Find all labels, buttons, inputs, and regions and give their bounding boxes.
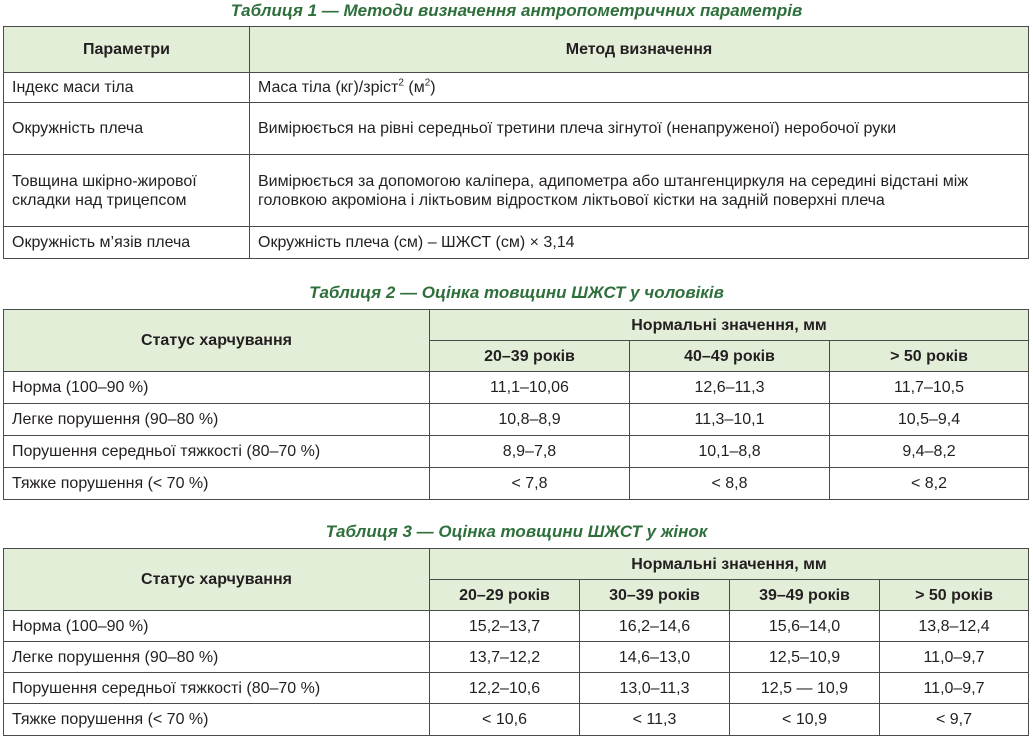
table1-header-method: Метод визначення: [250, 27, 1029, 73]
table2-age-header: 20–39 років: [430, 341, 630, 372]
method-text: ): [430, 79, 436, 96]
table3-age-header: 20–29 років: [430, 580, 580, 611]
value-cell: 12,5–10,9: [730, 642, 880, 673]
table2-status-header: Статус харчування: [4, 310, 430, 372]
table3: [3, 548, 1029, 736]
value-cell: 15,6–14,0: [730, 611, 880, 642]
table-row: [4, 611, 1029, 642]
table3-age-header: 30–39 років: [580, 580, 730, 611]
table1-method-cell: [250, 73, 1029, 103]
table-row: [4, 103, 1029, 155]
value-cell: 8,9–7,8: [430, 436, 630, 468]
value-cell: 16,2–14,6: [580, 611, 730, 642]
value-cell: < 8,2: [830, 468, 1029, 500]
value-cell: 10,5–9,4: [830, 404, 1029, 436]
table1-header-row: [4, 27, 1029, 73]
status-cell: Норма (100–90 %): [4, 611, 430, 642]
status-cell: Порушення середньої тяжкості (80–70 %): [4, 673, 430, 704]
value-cell: 15,2–13,7: [430, 611, 580, 642]
table1-param-cell: Індекс маси тіла: [4, 73, 250, 103]
table-row: [4, 642, 1029, 673]
table2-header-row: [4, 310, 1029, 341]
table-row: [4, 404, 1029, 436]
table3-header-row: [4, 549, 1029, 580]
table1-param-cell: Товщина шкірно-жирової складки над трицепсом: [4, 155, 250, 227]
value-cell: < 10,6: [430, 704, 580, 736]
value-cell: 10,1–8,8: [630, 436, 830, 468]
status-cell: Тяжке порушення (< 70 %): [4, 468, 430, 500]
table-row: [4, 372, 1029, 404]
value-cell: < 8,8: [630, 468, 830, 500]
value-cell: 11,7–10,5: [830, 372, 1029, 404]
table-row: [4, 227, 1029, 259]
value-cell: 11,0–9,7: [880, 642, 1029, 673]
table1-method-cell: Вимірюється за допомогою каліпера, адипометра або штангенциркуля на середині відстані між головкою акроміона і ліктьовим відростком ліктьової кістки на задній поверхні плеча: [250, 155, 1029, 227]
table-row: [4, 155, 1029, 227]
table3-group-header: Нормальні значення, мм: [430, 549, 1029, 580]
status-cell: Порушення середньої тяжкості (80–70 %): [4, 436, 430, 468]
table1: [3, 26, 1029, 259]
value-cell: < 11,3: [580, 704, 730, 736]
status-cell: Легке порушення (90–80 %): [4, 642, 430, 673]
superscript: 2: [398, 77, 404, 89]
value-cell: < 10,9: [730, 704, 880, 736]
table3-status-header: Статус харчування: [4, 549, 430, 611]
table-row: [4, 436, 1029, 468]
table2-age-header: 40–49 років: [630, 341, 830, 372]
table-row: [4, 704, 1029, 736]
table1-method-cell: Вимірюється на рівні середньої третини плеча зігнутої (ненапруженої) неробочої руки: [250, 103, 1029, 155]
value-cell: 9,4–8,2: [830, 436, 1029, 468]
table1-method-cell: Окружність плеча (см) – ШЖСТ (см) × 3,14: [250, 227, 1029, 259]
value-cell: 13,0–11,3: [580, 673, 730, 704]
table-row: [4, 673, 1029, 704]
table2-age-header: > 50 років: [830, 341, 1029, 372]
value-cell: 11,3–10,1: [630, 404, 830, 436]
value-cell: < 7,8: [430, 468, 630, 500]
table3-age-header: 39–49 років: [730, 580, 880, 611]
value-cell: < 9,7: [880, 704, 1029, 736]
method-text: Маса тіла (кг)/зріст: [258, 79, 399, 96]
status-cell: Легке порушення (90–80 %): [4, 404, 430, 436]
table1-param-cell: Окружність м’язів плеча: [4, 227, 250, 259]
table-row: [4, 73, 1029, 103]
status-cell: Тяжке порушення (< 70 %): [4, 704, 430, 736]
table1-param-cell: Окружність плеча: [4, 103, 250, 155]
table2: [3, 309, 1029, 500]
value-cell: 12,5 — 10,9: [730, 673, 880, 704]
superscript: 2: [424, 77, 431, 89]
table1-header-param: Параметри: [4, 27, 250, 73]
value-cell: 10,8–8,9: [430, 404, 630, 436]
table2-group-header: Нормальні значення, мм: [430, 310, 1029, 341]
value-cell: 11,1–10,06: [430, 372, 630, 404]
status-cell: Норма (100–90 %): [4, 372, 430, 404]
table2-caption: Таблиця 2 — Оцінка товщини ШЖСТ у чоловіків: [309, 283, 724, 302]
value-cell: 12,2–10,6: [430, 673, 580, 704]
value-cell: 14,6–13,0: [580, 642, 730, 673]
value-cell: 13,7–12,2: [430, 642, 580, 673]
value-cell: 12,6–11,3: [630, 372, 830, 404]
table1-caption: Таблиця 1 — Методи визначення антропометричних параметрів: [230, 1, 803, 20]
value-cell: 11,0–9,7: [880, 673, 1029, 704]
value-cell: 13,8–12,4: [880, 611, 1029, 642]
method-text: (м: [403, 79, 425, 96]
table-row: [4, 468, 1029, 500]
table3-age-header: > 50 років: [880, 580, 1029, 611]
table3-caption: Таблиця 3 — Оцінка товщини ШЖСТ у жінок: [325, 522, 708, 541]
